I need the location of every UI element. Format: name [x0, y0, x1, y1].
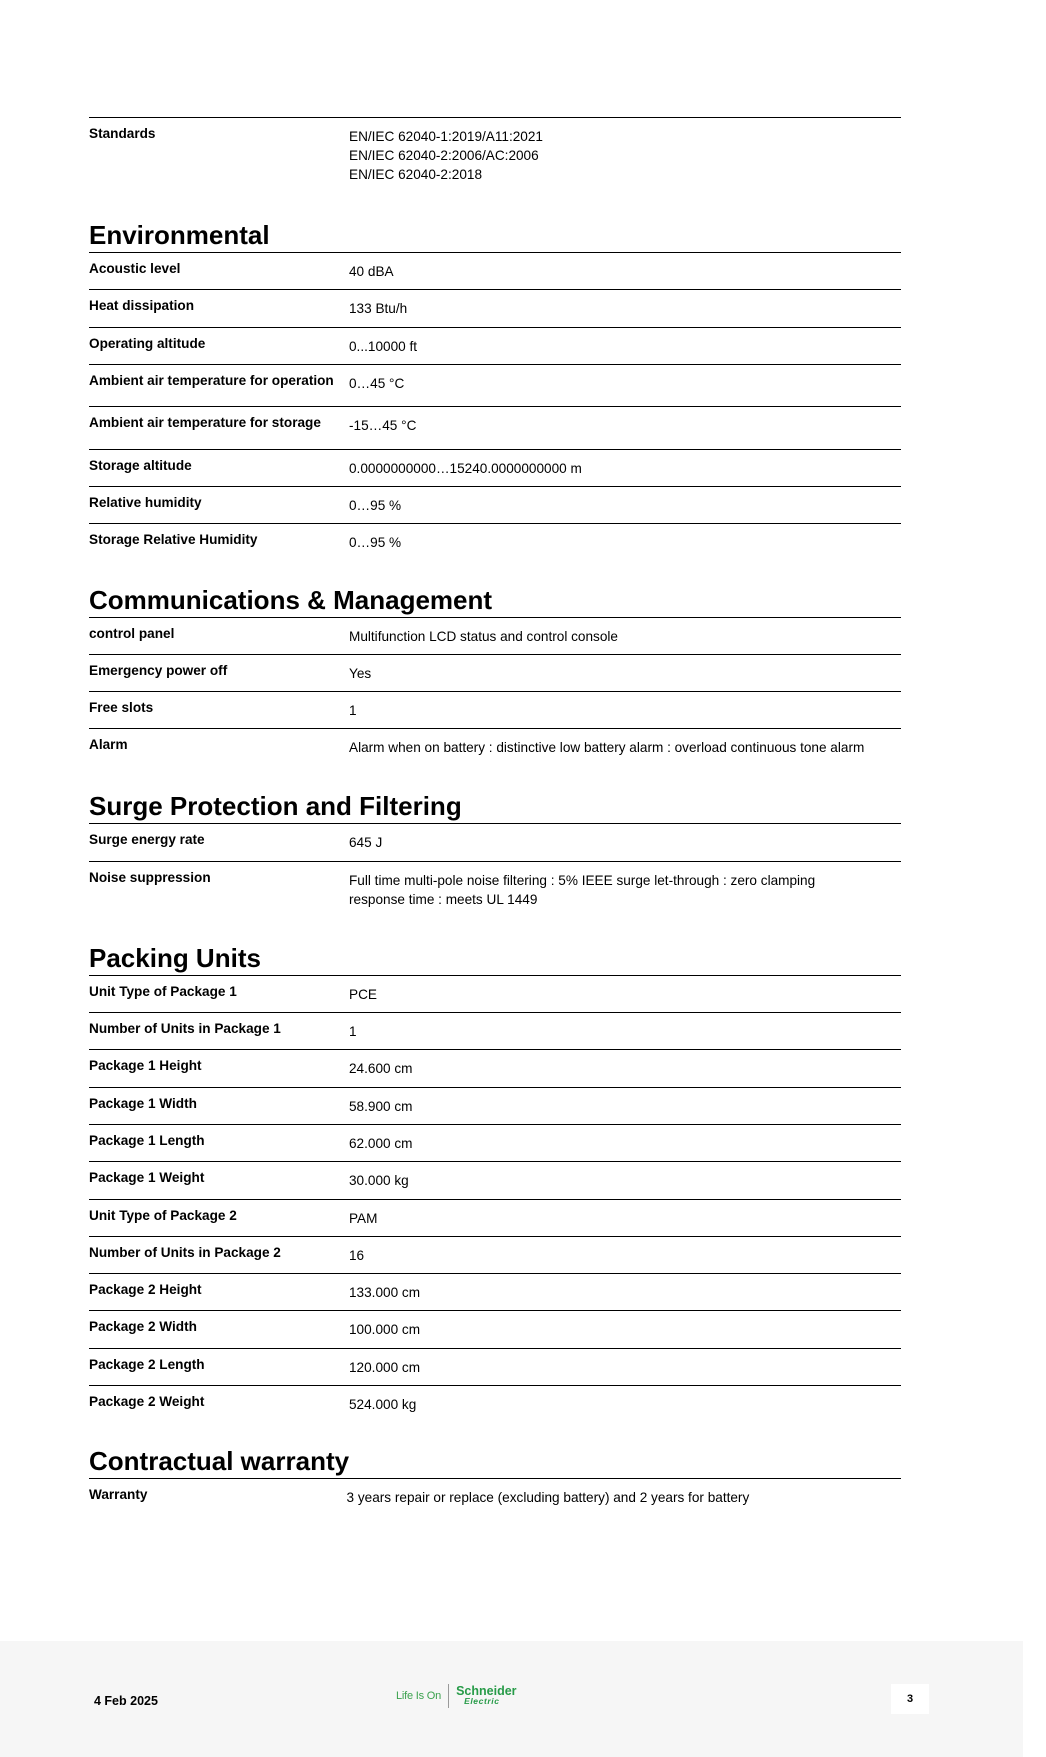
logo-divider — [448, 1684, 449, 1708]
spec-value: 645 J — [349, 835, 383, 851]
spec-label: Storage Relative Humidity — [89, 532, 258, 548]
spec-row — [89, 617, 901, 654]
spec-label: Surge energy rate — [89, 832, 205, 848]
spec-label: Alarm — [89, 737, 128, 753]
spec-value: 30.000 kg — [349, 1173, 409, 1189]
warranty-section — [89, 1446, 901, 1515]
section-heading: Packing Units — [89, 942, 261, 973]
spec-label: Package 1 Weight — [89, 1170, 205, 1186]
spec-label: Package 2 Weight — [89, 1394, 205, 1410]
standard-line: EN/IEC 62040-2:2006/AC:2006 — [349, 148, 539, 163]
spec-label: control panel — [89, 625, 175, 641]
spec-row — [89, 691, 901, 728]
spec-value: 0...10000 ft — [349, 338, 418, 354]
spec-row — [89, 1199, 901, 1236]
spec-row — [89, 523, 901, 560]
spec-label: Package 2 Height — [89, 1282, 202, 1298]
spec-value: 1 — [349, 703, 357, 719]
spec-row — [89, 449, 901, 486]
spec-value: -15…45 °C — [349, 418, 417, 434]
spec-row — [89, 1161, 901, 1198]
spec-row — [89, 327, 901, 364]
spec-label: Number of Units in Package 1 — [89, 1021, 281, 1037]
spec-row-standards — [89, 117, 901, 190]
spec-value: 120.000 cm — [349, 1359, 421, 1375]
section-heading: Environmental — [89, 220, 270, 250]
spec-row — [89, 1348, 901, 1385]
page-number: 3 — [891, 1684, 929, 1714]
spec-value: 1 — [349, 1024, 357, 1040]
spec-label: Unit Type of Package 2 — [89, 1207, 237, 1223]
spec-value: 100.000 cm — [349, 1322, 421, 1338]
spec-label: Standards — [89, 126, 156, 141]
spec-value: Alarm when on battery : distinctive low battery alarm : overload continuous tone alarm — [349, 740, 865, 756]
spec-value: 40 dBA — [349, 264, 394, 279]
spec-value: 16 — [349, 1247, 365, 1263]
page-footer — [0, 1641, 1023, 1757]
spec-value: 0…95 % — [349, 535, 402, 551]
communications-section — [89, 585, 901, 768]
spec-label: Emergency power off — [89, 662, 228, 678]
environmental-section — [89, 220, 901, 561]
spec-value: Yes — [349, 665, 372, 681]
spec-label: Storage altitude — [89, 457, 192, 473]
spec-value: 133 Btu/h — [349, 301, 408, 317]
logo-brand-name: Schneider — [456, 1684, 517, 1698]
spec-label: Warranty — [89, 1487, 148, 1503]
spec-row — [89, 975, 901, 1012]
spec-label: Package 1 Length — [89, 1132, 205, 1148]
logo-brand — [456, 1686, 516, 1706]
spec-row — [89, 654, 901, 691]
spec-row — [89, 1124, 901, 1161]
spec-row — [89, 289, 901, 326]
spec-value: Full time multi-pole noise filtering : 5% IEEE surge let-through : zero clamping response time : meets UL 1449 — [349, 872, 816, 907]
logo-brand-sub: Electric — [464, 1696, 500, 1706]
standards-section — [89, 117, 901, 190]
spec-row — [89, 252, 901, 289]
spec-row — [89, 486, 901, 523]
spec-row — [89, 823, 901, 860]
spec-row — [89, 1087, 901, 1124]
spec-label: Acoustic level — [89, 261, 181, 276]
spec-label: Package 1 Width — [89, 1095, 197, 1111]
spec-label: Ambient air temperature for operation — [89, 372, 334, 388]
spec-value: 62.000 cm — [349, 1135, 413, 1151]
spec-value: 524.000 kg — [349, 1397, 417, 1413]
section-heading: Communications & Management — [89, 584, 493, 615]
spec-content — [89, 117, 901, 1516]
logo-tagline: Life Is On — [396, 1690, 442, 1702]
packing-section — [89, 943, 901, 1423]
spec-value: PCE — [349, 986, 377, 1002]
spec-value: 24.600 cm — [349, 1061, 413, 1077]
spec-row — [89, 1385, 901, 1422]
spec-value — [349, 127, 869, 184]
spec-row — [89, 1273, 901, 1310]
spec-label: Noise suppression — [89, 869, 211, 885]
spec-row — [89, 1236, 901, 1273]
spec-row — [89, 1049, 901, 1086]
spec-value: Multifunction LCD status and control console — [349, 628, 618, 644]
spec-label: Relative humidity — [89, 494, 202, 510]
spec-row — [89, 406, 901, 448]
spec-row — [89, 861, 901, 919]
spec-label: Free slots — [89, 700, 154, 716]
surge-section — [89, 791, 901, 918]
spec-value: 0…95 % — [349, 497, 402, 513]
standard-line: EN/IEC 62040-2:2018 — [349, 167, 483, 182]
spec-label: Unit Type of Package 1 — [89, 983, 237, 999]
spec-label: Package 1 Height — [89, 1058, 202, 1074]
spec-value: 3 years repair or replace (excluding battery) and 2 years for battery — [346, 1490, 750, 1506]
spec-value: 58.900 cm — [349, 1098, 413, 1114]
spec-label: Heat dissipation — [89, 298, 194, 314]
section-heading: Contractual warranty — [89, 1446, 350, 1477]
spec-row — [89, 728, 901, 767]
spec-value: 0…45 °C — [349, 375, 405, 391]
spec-label: Package 2 Length — [89, 1356, 205, 1372]
spec-row — [89, 1012, 901, 1049]
spec-label: Ambient air temperature for storage — [89, 415, 321, 431]
schneider-logo — [396, 1684, 517, 1708]
spec-label: Operating altitude — [89, 335, 206, 351]
spec-row — [89, 1310, 901, 1347]
spec-label: Package 2 Width — [89, 1319, 197, 1335]
spec-value: PAM — [349, 1210, 378, 1226]
spec-label: Number of Units in Package 2 — [89, 1244, 281, 1260]
spec-row — [89, 1478, 901, 1515]
spec-value: 133.000 cm — [349, 1285, 421, 1301]
standard-line: EN/IEC 62040-1:2019/A11:2021 — [349, 129, 543, 144]
section-heading: Surge Protection and Filtering — [89, 791, 462, 822]
spec-row — [89, 364, 901, 406]
footer-date: 4 Feb 2025 — [94, 1694, 158, 1708]
spec-value: 0.0000000000…15240.0000000000 m — [349, 460, 582, 476]
